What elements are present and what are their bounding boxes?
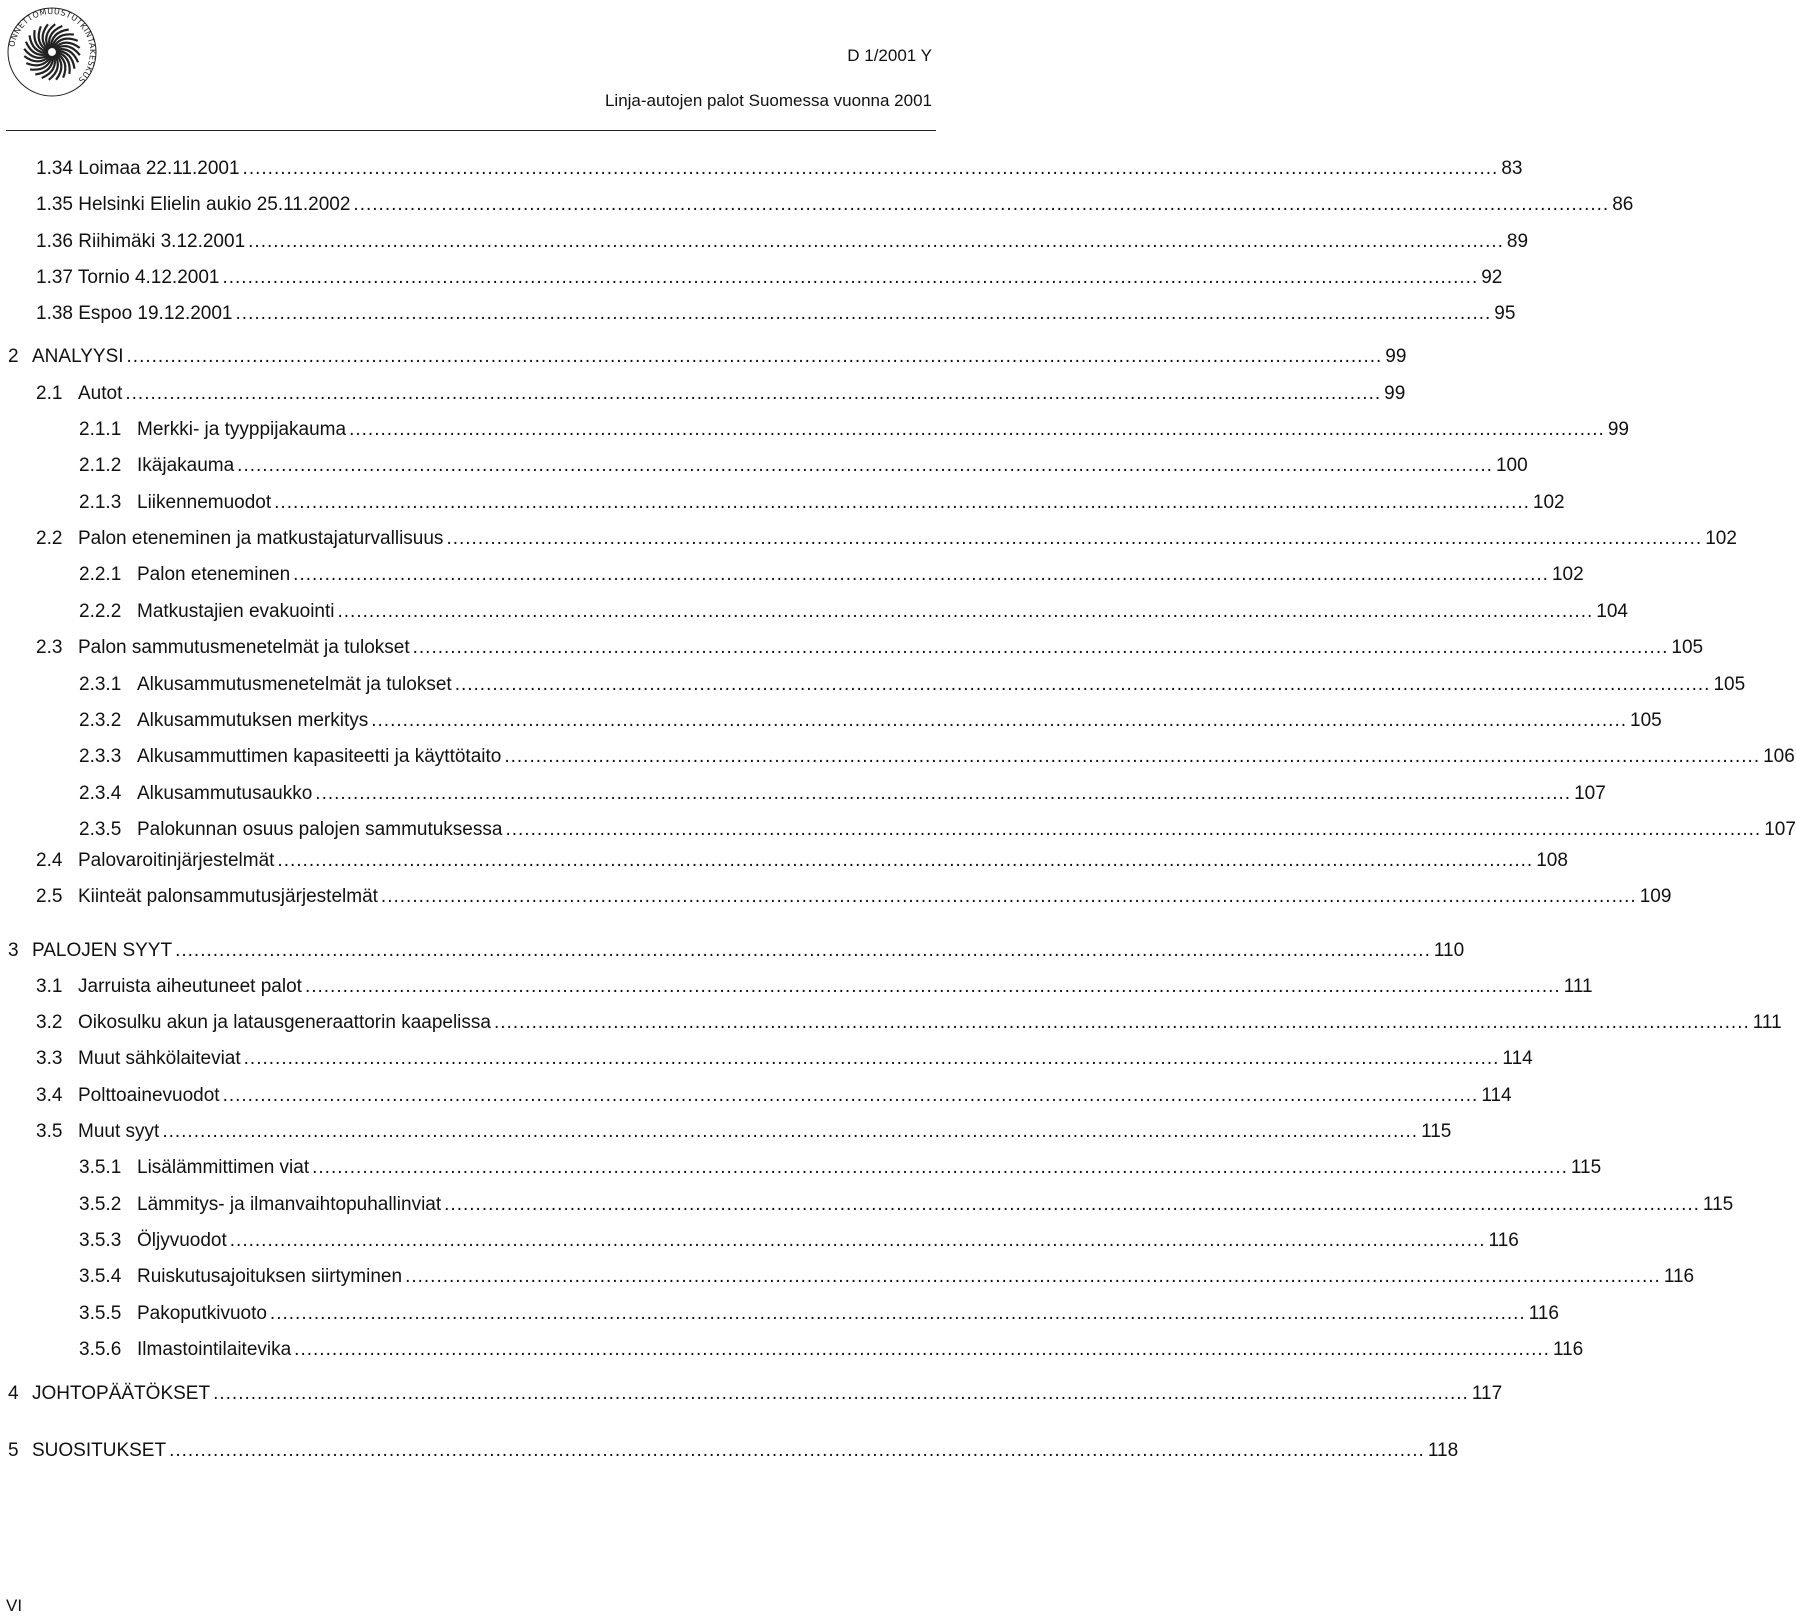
toc-entry-page: 114 <box>1481 1085 1512 1106</box>
toc-entry-number: 2.1.2 <box>79 455 122 476</box>
toc-dot-leader: ........................................................................................................................................................................................................ <box>294 1339 1550 1360</box>
toc-entry-page: 111 <box>1752 1012 1782 1033</box>
toc-entry[interactable] <box>36 267 1503 293</box>
toc-dot-leader: ........................................................................................................................................................................................................ <box>222 1085 1479 1106</box>
toc-entry[interactable] <box>79 1303 1559 1329</box>
toc-entry-number: 3.5.5 <box>79 1303 122 1324</box>
toc-entry-page: 116 <box>1488 1230 1519 1251</box>
toc-entry-number: 2.3 <box>36 637 63 658</box>
toc-entry-title: Ilmastointilaitevika <box>137 1339 292 1360</box>
toc-entry-page: 102 <box>1551 564 1584 585</box>
toc-dot-leader: ........................................................................................................................................................................................................ <box>315 783 1572 804</box>
toc-entry-page: 99 <box>1384 383 1406 404</box>
toc-entry[interactable] <box>36 976 1593 1002</box>
toc-entry-page: 115 <box>1570 1157 1602 1178</box>
toc-entry-number: 3.4 <box>36 1085 63 1106</box>
toc-entry-number: 3.2 <box>36 1012 63 1033</box>
toc-entry-title: Palon eteneminen <box>137 564 291 585</box>
toc-entry-title: Muut syyt <box>78 1121 160 1142</box>
toc-dot-leader: ........................................................................................................................................................................................................ <box>454 674 1711 695</box>
toc-entry[interactable] <box>79 419 1629 445</box>
toc-dot-leader: ........................................................................................................................................................................................................ <box>493 1012 1750 1033</box>
report-code: D 1/2001 Y <box>847 46 932 65</box>
toc-entry-page: 100 <box>1495 455 1528 476</box>
toc-entry-number: 2.3.1 <box>79 674 122 695</box>
page-number-label: VI <box>6 1596 23 1615</box>
toc-entry-title: Kiinteät palonsammutusjärjestelmät <box>78 886 378 907</box>
toc-entry[interactable] <box>79 1266 1695 1292</box>
toc-entry-number: 3.3 <box>36 1048 63 1069</box>
toc-entry[interactable] <box>36 637 1704 663</box>
toc-entry-page: 109 <box>1639 886 1672 907</box>
toc-entry[interactable] <box>8 1383 1503 1409</box>
toc-dot-leader: ........................................................................................................................................................................................................ <box>222 267 1479 288</box>
toc-entry[interactable] <box>79 455 1528 481</box>
toc-dot-leader: ........................................................................................................................................................................................................ <box>444 1194 1700 1215</box>
toc-entry-title: Palon eteneminen ja matkustajaturvallisuus <box>78 528 444 549</box>
toc-entry-page: 106 <box>1763 746 1795 767</box>
toc-entry[interactable] <box>79 1194 1734 1220</box>
toc-dot-leader: ........................................................................................................................................................................................................ <box>337 601 1594 622</box>
toc-dot-leader: ........................................................................................................................................................................................................ <box>169 1440 1425 1461</box>
toc-entry[interactable] <box>79 1157 1602 1183</box>
toc-entry-title: 1.36 Riihimäki 3.12.2001 <box>36 231 246 252</box>
toc-dot-leader: ........................................................................................................................................................................................................ <box>242 158 1499 179</box>
toc-entry-page: 105 <box>1630 710 1662 731</box>
toc-entry[interactable] <box>79 819 1796 845</box>
toc-entry[interactable] <box>79 674 1746 700</box>
toc-entry-page: 111 <box>1563 976 1593 997</box>
toc-dot-leader: ........................................................................................................................................................................................................ <box>235 303 1492 324</box>
toc-entry-title: Ikäjakauma <box>137 455 235 476</box>
toc-entry-number: 3.5.6 <box>79 1339 122 1360</box>
toc-entry-title: Matkustajien evakuointi <box>137 601 335 622</box>
toc-entry-page: 92 <box>1481 267 1503 288</box>
toc-dot-leader: ........................................................................................................................................................................................................ <box>349 419 1605 440</box>
toc-entry-page: 89 <box>1506 231 1529 252</box>
toc-entry-number: 2.2 <box>36 528 63 549</box>
toc-entry[interactable] <box>36 383 1406 409</box>
toc-entry-title: Muut sähkölaiteviat <box>78 1048 241 1069</box>
toc-entry-number: 3.5.2 <box>79 1194 122 1215</box>
toc-entry-number: 2.3.4 <box>79 783 122 804</box>
toc-entry-title: 1.35 Helsinki Elielin aukio 25.11.2002 <box>36 194 351 215</box>
toc-entry-title: Jarruista aiheutuneet palot <box>78 976 302 997</box>
toc-entry-number: 4 <box>8 1383 19 1404</box>
toc-dot-leader: ........................................................................................................................................................................................................ <box>446 528 1703 549</box>
toc-entry-title: Öljyvuodot <box>137 1230 227 1251</box>
toc-entry-page: 110 <box>1433 940 1465 961</box>
toc-entry[interactable] <box>36 303 1516 329</box>
toc-entry[interactable] <box>79 746 1795 772</box>
toc-dot-leader: ........................................................................................................................................................................................................ <box>304 976 1561 997</box>
toc-entry[interactable] <box>36 1121 1452 1147</box>
toc-entry-number: 3 <box>8 940 19 961</box>
toc-dot-leader: ........................................................................................................................................................................................................ <box>243 1048 1500 1069</box>
toc-entry-title: SUOSITUKSET <box>32 1440 167 1461</box>
toc-entry-title: Alkusammutusmenetelmät ja tulokset <box>137 674 452 695</box>
toc-dot-leader: ........................................................................................................................................................................................................ <box>312 1157 1568 1178</box>
toc-entry-title: Lisälämmittimen viat <box>137 1157 310 1178</box>
toc-entry-page: 108 <box>1536 850 1568 871</box>
toc-entry[interactable] <box>79 1339 1584 1365</box>
toc-dot-leader: ........................................................................................................................................................................................................ <box>229 1230 1486 1251</box>
toc-dot-leader: ........................................................................................................................................................................................................ <box>162 1121 1419 1142</box>
toc-entry-number: 2.4 <box>36 850 63 871</box>
toc-dot-leader: ........................................................................................................................................................................................................ <box>277 850 1534 871</box>
toc-entry-page: 99 <box>1607 419 1629 440</box>
toc-dot-leader: ........................................................................................................................................................................................................ <box>274 492 1530 513</box>
toc-entry[interactable] <box>36 1048 1533 1074</box>
toc-entry-page: 116 <box>1663 1266 1695 1287</box>
toc-entry-page: 86 <box>1612 194 1634 215</box>
toc-entry-title: Merkki- ja tyyppijakauma <box>137 419 347 440</box>
toc-entry-page: 105 <box>1671 637 1704 658</box>
toc-entry-title: Lämmitys- ja ilmanvaihtopuhallinviat <box>137 1194 442 1215</box>
toc-entry-title: Alkusammuttimen kapasiteetti ja käyttötaito <box>137 746 502 767</box>
toc-entry-title: Palokunnan osuus palojen sammutuksessa <box>137 819 503 840</box>
toc-entry-number: 2.3.3 <box>79 746 122 767</box>
toc-entry-number: 2.3.2 <box>79 710 122 731</box>
toc-entry[interactable] <box>79 564 1584 590</box>
toc-dot-leader: ........................................................................................................................................................................................................ <box>405 1266 1661 1287</box>
toc-entry-number: 3.1 <box>36 976 63 997</box>
toc-entry[interactable] <box>79 492 1565 518</box>
toc-entry-page: 95 <box>1494 303 1516 324</box>
toc-entry-number: 3.5.3 <box>79 1230 122 1251</box>
toc-dot-leader: ........................................................................................................................................................................................................ <box>380 886 1637 907</box>
toc-entry-number: 2.1.1 <box>79 419 122 440</box>
toc-entry[interactable] <box>8 346 1407 372</box>
toc-entry-number: 2 <box>8 346 19 367</box>
toc-entry-title: Autot <box>78 383 123 404</box>
toc-entry-number: 2.2.2 <box>79 601 122 622</box>
toc-dot-leader: ........................................................................................................................................................................................................ <box>504 746 1761 767</box>
toc-entry-number: 3.5.4 <box>79 1266 122 1287</box>
toc-dot-leader: ........................................................................................................................................................................................................ <box>293 564 1549 585</box>
toc-entry-page: 117 <box>1471 1383 1503 1404</box>
toc-entry-page: 107 <box>1764 819 1796 840</box>
toc-entry-title: Palovaroitinjärjestelmät <box>78 850 275 871</box>
toc-entry[interactable] <box>8 940 1465 966</box>
toc-dot-leader: ........................................................................................................................................................................................................ <box>248 231 1504 252</box>
report-title: Linja-autojen palot Suomessa vuonna 2001 <box>604 91 932 110</box>
toc-entry[interactable] <box>79 601 1628 627</box>
toc-dot-leader: ........................................................................................................................................................................................................ <box>125 383 1382 404</box>
toc-entry[interactable] <box>36 231 1529 257</box>
toc-entry[interactable] <box>36 158 1523 184</box>
toc-entry[interactable] <box>79 783 1606 809</box>
toc-entry[interactable] <box>36 1012 1782 1038</box>
toc-entry-number: 3.5 <box>36 1121 63 1142</box>
toc-dot-leader: ........................................................................................................................................................................................................ <box>175 940 1431 961</box>
toc-entry[interactable] <box>79 710 1662 736</box>
toc-dot-leader: ........................................................................................................................................................................................................ <box>126 346 1383 367</box>
toc-entry-page: 102 <box>1532 492 1565 513</box>
toc-entry-page: 116 <box>1528 1303 1559 1324</box>
toc-entry[interactable] <box>36 1085 1512 1111</box>
toc-entry-page: 107 <box>1574 783 1606 804</box>
toc-entry-page: 115 <box>1421 1121 1452 1142</box>
toc-dot-leader: ........................................................................................................................................................................................................ <box>237 455 1493 476</box>
toc-entry-title: Liikennemuodot <box>137 492 272 513</box>
toc-entry-number: 2.5 <box>36 886 63 907</box>
toc-dot-leader: ........................................................................................................................................................................................................ <box>269 1303 1526 1324</box>
toc-entry-title: Palon sammutusmenetelmät ja tulokset <box>78 637 410 658</box>
toc-entry-page: 83 <box>1501 158 1523 179</box>
toc-entry-title: 1.34 Loimaa 22.11.2001 <box>36 158 240 179</box>
toc-entry-title: 1.38 Espoo 19.12.2001 <box>36 303 233 324</box>
toc-entry-page: 118 <box>1427 1440 1459 1461</box>
toc-entry-title: ANALYYSI <box>32 346 124 367</box>
toc-entry[interactable] <box>36 194 1634 220</box>
toc-entry-number: 5 <box>8 1440 19 1461</box>
toc-entry-title: JOHTOPÄÄTÖKSET <box>32 1383 211 1404</box>
toc-entry[interactable] <box>36 528 1737 554</box>
toc-entry-page: 99 <box>1385 346 1407 367</box>
toc-entry-page: 102 <box>1705 528 1737 549</box>
toc-entry-page: 105 <box>1713 674 1746 695</box>
toc-entry-title: Pakoputkivuoto <box>137 1303 267 1324</box>
toc-entry-page: 104 <box>1596 601 1628 622</box>
toc-dot-leader: ........................................................................................................................................................................................................ <box>371 710 1627 731</box>
toc-entry-page: 115 <box>1702 1194 1734 1215</box>
toc-entry[interactable] <box>79 1230 1519 1256</box>
toc-entry-number: 3.5.1 <box>79 1157 122 1178</box>
toc-entry[interactable] <box>36 886 1672 912</box>
toc-entry-title: PALOJEN SYYT <box>32 940 173 961</box>
toc-entry-title: Polttoainevuodot <box>78 1085 220 1106</box>
toc-entry-title: Alkusammutuksen merkitys <box>137 710 369 731</box>
toc-entry-number: 2.1.3 <box>79 492 122 513</box>
toc-entry-number: 2.3.5 <box>79 819 122 840</box>
toc-dot-leader: ........................................................................................................................................................................................................ <box>505 819 1762 840</box>
toc-entry-number: 2.2.1 <box>79 564 122 585</box>
toc-dot-leader: ........................................................................................................................................................................................................ <box>353 194 1610 215</box>
toc-dot-leader: ........................................................................................................................................................................................................ <box>412 637 1669 658</box>
svg-text:ONNETTOMUUSTUTKINTAKESKUS: ONNETTOMUUSTUTKINTAKESKUS <box>7 6 98 85</box>
toc-entry-title: Ruiskutusajoituksen siirtyminen <box>137 1266 403 1287</box>
toc-entry-title: Alkusammutusaukko <box>137 783 313 804</box>
toc-entry[interactable] <box>36 850 1568 876</box>
toc-entry[interactable] <box>8 1440 1459 1466</box>
toc-entry-page: 116 <box>1552 1339 1584 1360</box>
toc-entry-title: 1.37 Tornio 4.12.2001 <box>36 267 220 288</box>
toc-entry-number: 2.1 <box>36 383 63 404</box>
toc-dot-leader: ........................................................................................................................................................................................................ <box>213 1383 1469 1404</box>
toc-entry-page: 114 <box>1502 1048 1533 1069</box>
toc-entry-title: Oikosulku akun ja latausgeneraattorin kaapelissa <box>78 1012 491 1033</box>
